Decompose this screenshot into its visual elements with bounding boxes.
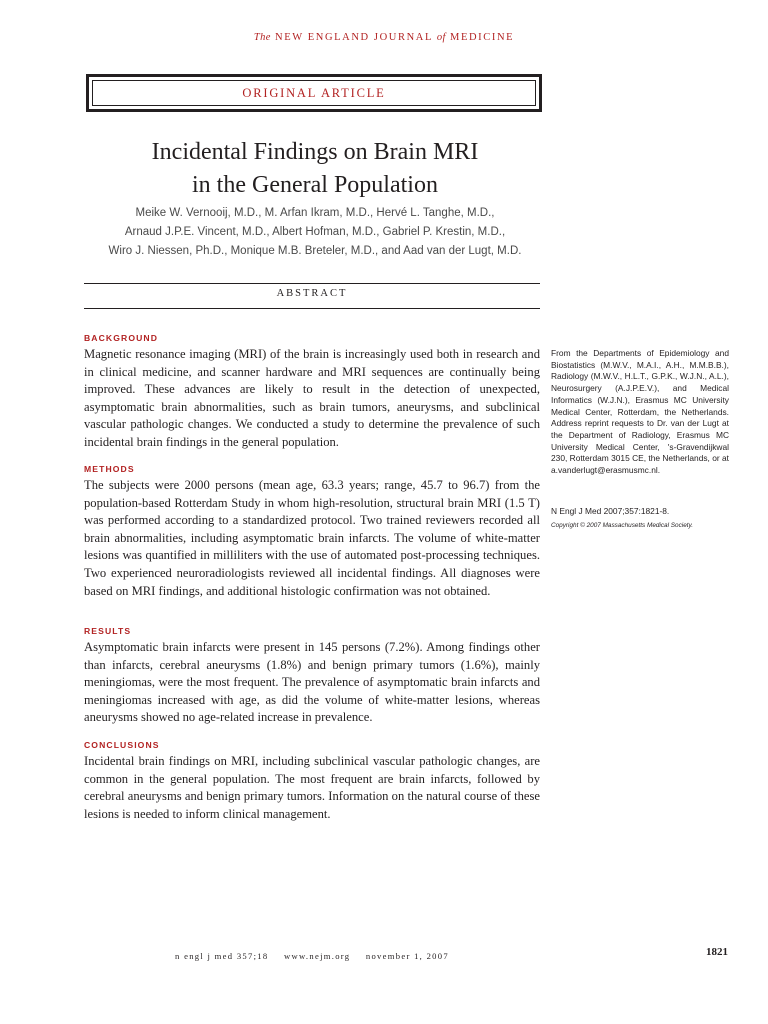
running-head-journal: NEW ENGLAND JOURNAL <box>275 32 433 43</box>
page-number: 1821 <box>706 946 728 958</box>
conclusions-heading: CONCLUSIONS <box>84 740 160 750</box>
results-text: Asymptomatic brain infarcts were present in 145 persons (7.2%). Among findings other than infarcts, cerebral aneurysms (1.8%) and benign primary tumors (1.6%), mainly meningiomas, were the most frequent. The prevalence of asymptomatic brain infarcts and meningiomas increased with age, as did the volume of white-matter lesions, whereas aneurysms showed no age-related increase in prevalence. <box>84 640 540 725</box>
background-text: Magnetic resonance imaging (MRI) of the brain is increasingly used both in research and in clinical medicine, and scanner hardware and MRI sequences are continually being improved. These advances are likely to result in the detection of unexpected, asymptomatic brain abnormalities, such as brain tumors, aneurysms, and subclinical vascular pathologic changes. We conducted a study to determine the prevalence of such incidental brain findings in the general population. <box>84 347 540 449</box>
abstract-bottom-rule <box>84 308 540 309</box>
methods-text: The subjects were 2000 persons (mean age, 63.3 years; range, 45.7 to 96.7) from the population-based Rotterdam Study in whom high-resolution, structural brain MRI (1.5 T) was performed according to a standardized protocol. Two trained reviewers recorded all brain abnormalities, including asymptomatic brain infarcts. The volume of white-matter lesions was quantified in milliliters with the use of automated post-processing techniques. Two experienced neuroradiologists reviewed all incidental findings. All diagnoses were based on MRI findings, and additional histologic confirmation was not obtained. <box>84 478 540 598</box>
abstract-top-rule <box>84 283 540 284</box>
author-line: Meike W. Vernooij, M.D., M. Arfan Ikram, M.D., Hervé L. Tanghe, M.D., <box>135 207 495 219</box>
abstract-label: ABSTRACT <box>276 288 348 299</box>
results-heading: RESULTS <box>84 626 132 636</box>
affiliations-note: From the Departments of Epidemiology and Biostatistics (M.W.V., M.A.I., A.H., M.M.B.B.), Radiology (M.W.V., H.L.T., G.P.K., W.J.N., A.L.), Neurosurgery (A.J.P.E.V.), and Medical Informatics (W.J.N.), Erasmus MC University Medical Center, Rotterdam, the Netherlands. Address reprint requests to Dr. van der Lugt at the Department of Radiology, Erasmus MC University Medical Center, 's-Gravendijkwal 230, Rotterdam 3015 CE, the Netherlands, or at a.vanderlugt@erasmusmc.nl. <box>551 348 729 476</box>
citation: N Engl J Med 2007;357:1821-8. <box>551 506 670 516</box>
author-line: Wiro J. Niessen, Ph.D., Monique M.B. Breteler, M.D., and Aad van der Lugt, M.D. <box>108 245 522 257</box>
page-footer <box>84 951 540 961</box>
article-title-line-2: in the General Population <box>192 172 438 198</box>
footer-date: november 1, 2007 <box>365 951 449 961</box>
article-title <box>60 136 570 202</box>
running-head-the: The <box>253 32 271 43</box>
author-list <box>70 204 560 261</box>
footer-journal: n engl j med 357;18 <box>175 951 269 961</box>
background-heading: BACKGROUND <box>84 333 159 343</box>
running-head <box>0 32 768 43</box>
running-head-of: of <box>436 32 446 43</box>
article-type-banner <box>86 74 542 112</box>
footer-website: www.nejm.org <box>283 951 351 961</box>
methods-heading: METHODS <box>84 464 135 474</box>
conclusions-text: Incidental brain findings on MRI, including subclinical vascular pathologic changes, are common in the general population. The most frequent are brain infarcts, followed by cerebral aneurysms and benign primary tumors. Information on the natural course of these lesions is needed to inform clinical management. <box>84 754 540 821</box>
article-title-line-1: Incidental Findings on Brain MRI <box>151 139 479 165</box>
author-line: Arnaud J.P.E. Vincent, M.D., Albert Hofman, M.D., Gabriel P. Krestin, M.D., <box>124 226 506 238</box>
running-head-medicine: MEDICINE <box>450 32 515 43</box>
copyright-notice: Copyright © 2007 Massachusetts Medical Society. <box>551 522 694 529</box>
article-type-label: ORIGINAL ARTICLE <box>92 80 536 106</box>
